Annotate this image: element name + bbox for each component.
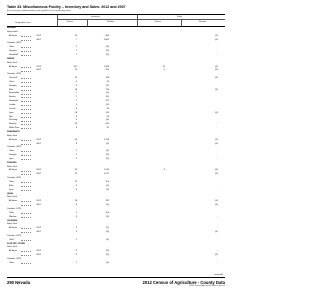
- row-label: Nye: [9, 115, 13, 118]
- cell-v2: (D): [106, 188, 109, 191]
- table-row: [7, 258, 225, 261]
- cell-v1: 6: [75, 115, 77, 118]
- table-row: [7, 204, 225, 207]
- leader-dots: [21, 86, 31, 87]
- cell-v1: 9: [75, 80, 77, 83]
- leader-dots: [21, 105, 31, 106]
- cell-v2: (D): [106, 157, 109, 160]
- cell-v2: (D): [106, 150, 109, 153]
- table-row: [7, 208, 225, 211]
- row-label: All farms: [9, 200, 18, 203]
- leader-dots: [21, 171, 31, 172]
- table-row: [7, 212, 225, 215]
- cell-v2: 1,077: [103, 173, 109, 176]
- row-year: 2007: [36, 69, 41, 72]
- row-label: Clark: [9, 150, 14, 153]
- cell-v2: 34: [106, 107, 109, 110]
- cell-v2: 1,740: [103, 169, 109, 172]
- cell-v2: (D): [106, 53, 109, 56]
- cell-v2: 1,283: [103, 65, 109, 68]
- row-year: 2007: [36, 231, 41, 234]
- leader-dots: [21, 67, 31, 68]
- cell-v2: (D): [106, 184, 109, 187]
- row-label: All farms: [9, 250, 18, 253]
- cell-v1: 8: [75, 204, 77, 207]
- cell-v2: (D): [106, 227, 109, 230]
- row-label: State Total: [7, 223, 17, 226]
- cell-v4: -: [217, 53, 218, 56]
- cell-v1: 3: [75, 227, 77, 230]
- row-label: Clark: [9, 211, 14, 214]
- row-label: Lyon: [9, 111, 14, 114]
- leader-dots: [21, 71, 31, 72]
- cell-v2: (D): [106, 104, 109, 106]
- leader-dots: [21, 190, 31, 191]
- cell-v2: (D): [106, 215, 109, 218]
- cell-v2: 148: [105, 77, 109, 80]
- row-label: White Pine: [9, 127, 20, 130]
- row-label: Clark: [9, 80, 14, 83]
- leader-dots: [21, 174, 31, 175]
- leader-dots: [21, 255, 31, 256]
- table-row: [7, 181, 225, 184]
- cell-v4: (D): [215, 173, 218, 176]
- cell-v4: (D): [215, 38, 218, 41]
- cell-v1: 4: [75, 84, 77, 87]
- table-title: Table 33. Miscellaneous Poultry – Inventory and Sales: 2012 and 2007: [7, 5, 126, 9]
- row-label: Lyon: [9, 157, 14, 160]
- table-row: [7, 239, 225, 242]
- cell-v1: 5: [75, 211, 77, 214]
- row-year: 2007: [36, 38, 41, 41]
- table-row: [7, 196, 225, 199]
- header-divider: [181, 19, 182, 26]
- row-year: 2012: [36, 250, 41, 253]
- table-row: [7, 165, 225, 172]
- table-row: [7, 73, 225, 76]
- table-row: [7, 92, 225, 95]
- page-footer-sub: USDA, National Agricultural Statistics Service: [188, 285, 225, 287]
- cell-v2: (D): [106, 119, 109, 122]
- row-label: Counties, 2012: [7, 234, 21, 237]
- cell-v1: 7: [75, 38, 77, 41]
- leader-dots: [21, 186, 31, 187]
- row-year: 2012: [36, 169, 41, 172]
- cell-v4: (D): [215, 138, 218, 141]
- table-row: [7, 127, 225, 130]
- leader-dots: [21, 251, 31, 252]
- leader-dots: [21, 128, 31, 129]
- row-label: Counties, 2012: [7, 73, 21, 76]
- table-row: [7, 185, 225, 188]
- cell-v1: 3: [75, 231, 77, 234]
- row-label: Counties, 2012: [7, 258, 21, 260]
- row-label: Elko: [9, 88, 14, 91]
- row-label: Counties, 2012: [7, 42, 21, 45]
- table-row: [7, 42, 225, 45]
- cell-v1: 70: [74, 69, 77, 72]
- leader-dots: [21, 159, 31, 160]
- cell-v3: 3: [163, 169, 165, 172]
- cell-v4: (D): [215, 77, 218, 80]
- row-label: Lincoln: [9, 107, 16, 110]
- row-year: 2007: [36, 142, 41, 145]
- row-label: POULTRY, OTHER: [7, 242, 25, 245]
- leader-dots: [21, 51, 31, 52]
- cell-v2: (D): [106, 154, 109, 157]
- table-row: [7, 85, 225, 88]
- header-sales: Sales: [177, 16, 183, 18]
- table-row: [7, 58, 225, 61]
- cell-v2: 64: [106, 115, 109, 118]
- row-label: Douglas: [9, 154, 17, 157]
- row-year: 2012: [36, 65, 41, 68]
- leader-dots: [21, 205, 31, 206]
- cell-v1: 1: [75, 53, 77, 56]
- table-row: [7, 250, 225, 253]
- cell-v1: 4: [75, 250, 77, 253]
- header-number: Number: [107, 21, 115, 23]
- leader-dots: [21, 55, 31, 56]
- row-label: Esmeralda: [9, 92, 19, 95]
- cell-v4: (D): [215, 111, 218, 114]
- cell-v4: (D): [215, 69, 218, 72]
- cell-v1: 12: [74, 181, 77, 183]
- cell-v2: 203: [105, 123, 109, 126]
- cell-v4: -: [217, 227, 218, 230]
- row-label: All farms: [9, 169, 18, 172]
- cell-v1: 1: [75, 96, 77, 99]
- cell-v4: (D): [215, 65, 218, 68]
- table-row: [7, 35, 225, 38]
- cell-v1: 3: [75, 157, 77, 160]
- row-label: Counties, 2012: [7, 146, 21, 149]
- row-label: All farms: [9, 65, 18, 68]
- table-subtitle: [For meaning of abbreviations and symbols, see introductory text.]: [7, 10, 71, 12]
- row-label: Lander: [9, 104, 16, 106]
- leader-dots: [21, 263, 31, 264]
- cell-v1: 8: [75, 127, 77, 130]
- cell-v3: 5: [163, 69, 165, 72]
- cell-v1: 1: [75, 92, 77, 95]
- cell-v2: 67: [106, 127, 109, 130]
- table-row: [7, 119, 225, 122]
- table-row: [7, 254, 225, 257]
- row-label: Game birds: [7, 30, 18, 33]
- cell-v2: 2,005: [103, 38, 109, 41]
- row-label: Counties, 2012: [7, 207, 21, 210]
- row-label: CHUKARS: [7, 219, 18, 222]
- cell-v1: 8: [75, 142, 77, 145]
- cell-v1: 21: [74, 173, 77, 176]
- leader-dots: [21, 124, 31, 125]
- leader-dots: [21, 140, 31, 141]
- cell-v2: 274: [105, 88, 109, 91]
- table-row: [7, 262, 225, 265]
- row-label: Douglas: [9, 84, 17, 87]
- leader-dots: [21, 232, 31, 233]
- cell-v1: 15: [74, 77, 77, 80]
- leader-dots: [21, 121, 31, 122]
- cell-v1: 3: [75, 215, 77, 218]
- cell-v4: -: [217, 261, 218, 264]
- cell-v2: (D): [106, 84, 109, 87]
- table-row: [7, 150, 225, 153]
- row-year: 2012: [36, 34, 41, 37]
- cell-v2: (D): [106, 254, 109, 257]
- header-sales-number: Number: [199, 21, 207, 23]
- row-label: State Total: [7, 246, 17, 249]
- cell-v4: -: [217, 123, 218, 126]
- leader-dots: [21, 151, 31, 152]
- table-row: [7, 169, 225, 172]
- cell-v1: 18: [74, 88, 77, 91]
- row-label: All farms: [9, 34, 18, 37]
- table-row: [7, 131, 225, 134]
- cell-v2: (D): [106, 92, 109, 95]
- header-divider: [137, 15, 138, 26]
- header-divider: [87, 19, 88, 26]
- leader-dots: [21, 90, 31, 91]
- leader-dots: [21, 109, 31, 110]
- cell-v4: -: [217, 127, 218, 130]
- leader-dots: [21, 101, 31, 102]
- row-label: Douglas: [9, 50, 17, 53]
- row-year: 2007: [36, 204, 41, 207]
- table-row: [7, 231, 225, 234]
- row-label: Clark: [9, 46, 14, 49]
- table-row: [7, 112, 225, 115]
- cell-v2: 590: [105, 69, 109, 72]
- cell-v1: 10: [74, 111, 77, 114]
- leader-dots: [21, 82, 31, 83]
- table-row: [7, 146, 225, 149]
- table-row: [7, 235, 225, 238]
- row-label: State Total: [7, 134, 17, 137]
- cell-v2: (D): [106, 238, 109, 241]
- cell-v2: 782: [105, 200, 109, 203]
- cell-v1: 2: [75, 154, 77, 157]
- table-row: [7, 96, 225, 99]
- row-year: 2012: [36, 227, 41, 230]
- page-footer-right: 2012 Census of Agriculture - County Data: [142, 280, 225, 285]
- table-row: [7, 54, 225, 57]
- row-label: Clark: [9, 238, 14, 241]
- cell-v1: 3: [75, 254, 77, 257]
- row-label: Churchill: [9, 77, 18, 80]
- cell-v2: (D): [106, 46, 109, 49]
- row-label: Eureka: [9, 96, 16, 99]
- cell-v4: (D): [215, 254, 218, 257]
- cell-v2: (D): [106, 142, 109, 145]
- table-row: [7, 77, 225, 80]
- header-divider: [57, 15, 58, 26]
- table-row: [7, 216, 225, 219]
- header-inventory: Inventory: [91, 16, 100, 18]
- leader-dots: [21, 36, 31, 37]
- row-label: State Total: [7, 61, 17, 64]
- table-row: [7, 27, 225, 30]
- table-row: [7, 189, 225, 192]
- table-row: [7, 162, 225, 165]
- cell-v4: -: [217, 250, 218, 253]
- cell-v4: -: [217, 215, 218, 218]
- leader-dots: [21, 228, 31, 229]
- table-row: [7, 46, 225, 49]
- leader-dots: [21, 113, 31, 114]
- leader-dots: [21, 97, 31, 98]
- table-row: [7, 158, 225, 161]
- row-label: Lyon: [9, 188, 14, 191]
- leader-dots: [21, 182, 31, 183]
- cell-v3: 11: [162, 65, 165, 68]
- cell-v4: (D): [215, 231, 218, 234]
- cell-v4: -: [217, 188, 218, 191]
- row-label: NEVADA: [7, 27, 16, 29]
- cell-v4: (D): [215, 88, 218, 91]
- leader-dots: [21, 78, 31, 79]
- table-row: [7, 81, 225, 84]
- cell-v2: 92: [106, 80, 109, 83]
- row-label: State Total: [7, 165, 17, 168]
- cell-v1: 1: [75, 50, 77, 53]
- leader-dots: [21, 40, 31, 41]
- cell-v1: 1: [75, 238, 77, 241]
- table-row: [7, 227, 225, 230]
- row-label: Clark: [9, 261, 14, 264]
- cell-v1: 2: [75, 46, 77, 49]
- row-label: Humboldt: [9, 53, 18, 56]
- cell-v2: (D): [106, 250, 109, 253]
- cell-v1: 107: [73, 65, 77, 68]
- row-label: All farms: [9, 227, 18, 230]
- row-year: 2012: [36, 200, 41, 203]
- cell-v2: (D): [106, 50, 109, 53]
- cell-v2: 1,190: [103, 138, 109, 141]
- footer-rule: [7, 277, 225, 278]
- row-label: State Total: [7, 196, 17, 199]
- header-farms: Farms: [67, 21, 73, 23]
- cell-v4: (D): [215, 200, 218, 203]
- row-label: PIGEONS: [7, 161, 17, 164]
- row-label: All farms: [9, 138, 18, 141]
- row-year: 2007: [36, 173, 41, 176]
- cell-v2: 403: [105, 34, 109, 37]
- header-sales-farms: Farms: [155, 21, 161, 23]
- row-label: Washoe: [9, 215, 17, 218]
- row-year: 2012: [36, 138, 41, 141]
- table-row: [7, 104, 225, 107]
- cell-v1: 45: [74, 169, 77, 172]
- table-row: [7, 246, 225, 249]
- table-row: [7, 123, 225, 126]
- row-label: QUAIL: [7, 192, 14, 195]
- table-row: [7, 108, 225, 111]
- cell-v2: (D): [106, 204, 109, 207]
- leader-dots: [21, 47, 31, 48]
- leader-dots: [21, 240, 31, 241]
- cell-v1: 16: [74, 123, 77, 126]
- table-header: [7, 14, 225, 27]
- cell-v1: 10: [74, 138, 77, 141]
- page-footer-left: 290 Nevada: [7, 280, 31, 285]
- leader-dots: [21, 117, 31, 118]
- table-row: [7, 100, 225, 103]
- cell-v2: 159: [105, 111, 109, 114]
- table-row: [7, 69, 225, 72]
- cell-v4: (D): [215, 34, 218, 37]
- row-label: Counties, 2012: [7, 177, 21, 180]
- leader-dots: [21, 144, 31, 145]
- table-row: [7, 31, 225, 34]
- row-label: PHEASANTS: [7, 130, 20, 133]
- table-row: [7, 65, 225, 72]
- continued-note: (continued): [214, 274, 223, 276]
- row-label: Humboldt: [9, 100, 18, 103]
- header-divider: [57, 19, 225, 20]
- table-row: [7, 154, 225, 157]
- table-row: [7, 115, 225, 122]
- table-row: [7, 173, 225, 176]
- cell-v2: 104: [105, 211, 109, 214]
- leader-dots: [21, 217, 31, 218]
- table-row: [7, 50, 225, 53]
- cell-v1: 1: [75, 261, 77, 264]
- cell-v4: (D): [215, 142, 218, 145]
- row-label: Pershing: [9, 119, 18, 122]
- leader-dots: [21, 201, 31, 202]
- cell-v2: (D): [106, 96, 109, 99]
- cell-v1: 6: [75, 188, 77, 191]
- cell-v4: -: [217, 157, 218, 160]
- table-row: [7, 139, 225, 142]
- leader-dots: [21, 213, 31, 214]
- row-label: Washoe: [9, 123, 17, 126]
- cell-v1: 5: [75, 184, 77, 187]
- row-label: Elko: [9, 184, 14, 187]
- leader-dots: [21, 155, 31, 156]
- row-label: GEESE: [7, 57, 15, 60]
- cell-v1: 3: [75, 104, 77, 106]
- cell-v1: 3: [75, 119, 77, 122]
- table-row: [7, 223, 225, 226]
- cell-v4: (D): [215, 204, 218, 207]
- cell-v1: 2: [75, 150, 77, 153]
- leader-dots: [21, 94, 31, 95]
- row-label: Clark: [9, 181, 14, 183]
- cell-v2: (D): [106, 231, 109, 234]
- cell-v1: 18: [74, 200, 77, 203]
- table-row: [7, 177, 225, 180]
- table-row: [7, 135, 225, 138]
- cell-v2: (D): [106, 261, 109, 264]
- cell-v1: 14: [74, 34, 77, 37]
- table-row: [7, 200, 225, 203]
- cell-v1: 6: [75, 107, 77, 110]
- table-row: [7, 62, 225, 65]
- cell-v2: 107: [105, 100, 109, 103]
- cell-v2: 524: [105, 181, 109, 183]
- header-geographic-area: Geographic area: [15, 22, 31, 24]
- row-year: 2007: [36, 254, 41, 257]
- cell-v1: 7: [75, 100, 77, 103]
- cell-v4: (D): [215, 169, 218, 172]
